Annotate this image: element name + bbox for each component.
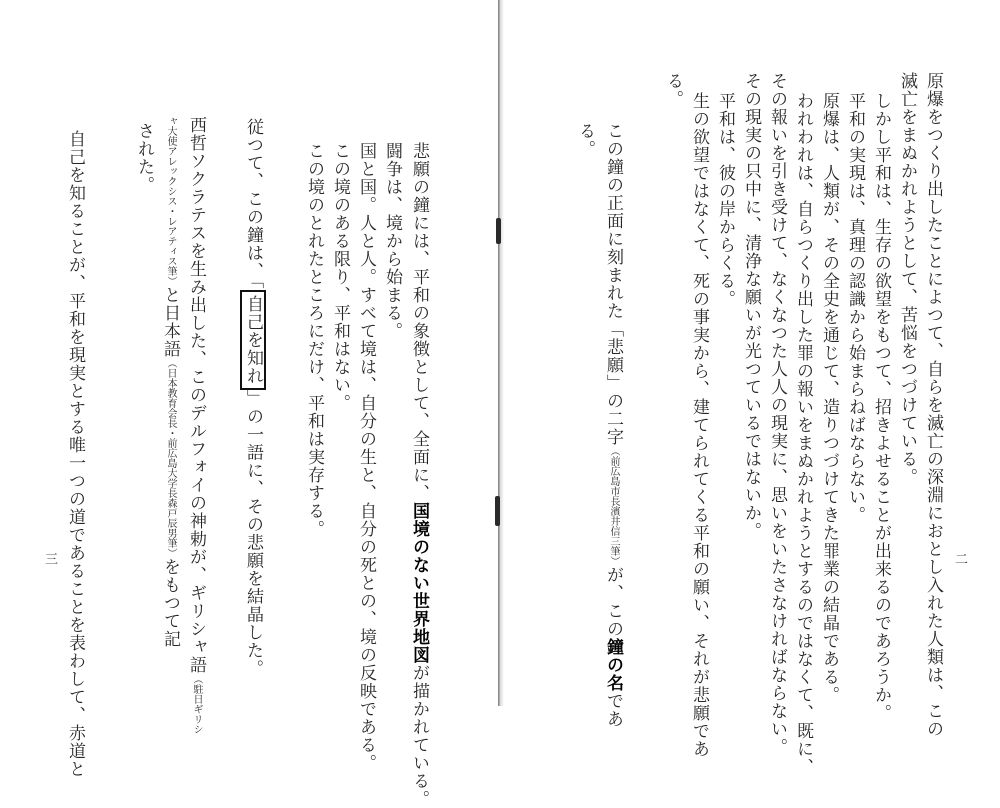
left-col-5: この境のとれたところにだけ、平和は実存する。 <box>304 142 324 538</box>
left-col-7: 西哲ソクラテスを生み出した、このデルフォイの神勅が、ギリシャ語（駐日ギリシ <box>186 116 206 734</box>
left-col-8: ャ大使アレックシス・レアティス筆）と日本語（日本教育会長・前広島大学長森戸辰男筆）をもつて記 <box>160 116 180 648</box>
right-col-12: この鐘の正面に刻まれた「悲願」の二字（前広島市長濱井信三筆）が、この鐘の名であ <box>603 122 623 728</box>
right-col-8: その現実の只中に、清浄な願いが光つているではないか。 <box>741 72 761 540</box>
right-col-5: 原爆は、人類が、その全史を通じて、造りつづけてきた罪業の結晶である。 <box>819 92 839 704</box>
left-page <box>0 0 498 808</box>
right-col-3: しかし平和は、生存の欲望をもつて、招きよせることが出来るのであろうか。 <box>871 92 891 722</box>
left-col-10: 自己を知ることが、平和を現実とする唯一つの道であることを表わして、赤道と <box>65 130 85 778</box>
binding-stitch-bottom <box>495 496 500 526</box>
right-col-7: その報いを引き受けて、なくなつた人人の現実に、思いをいたさなければならない。 <box>767 72 787 756</box>
right-col-1: 原爆をつくり出したことによつて、自らを滅亡の深淵におとし入れた人類は、この <box>923 72 943 738</box>
left-col-4: この境のある限り、平和はない。 <box>330 142 350 412</box>
left-col-6: 従つて、この鐘は、「自己を知れ」の一語に、その悲願を結晶した。 <box>244 118 261 678</box>
right-col-2: 滅亡をまぬかれようとして、苦悩をつづけている。 <box>897 72 917 486</box>
right-col-9: 平和は、彼の岸からくる。 <box>715 92 735 308</box>
left-col-9: された。 <box>134 122 154 194</box>
left-col-2: 闘争は、境から始まる。 <box>382 142 402 340</box>
bold-phrase-bell-name: 鐘の名 <box>603 638 623 692</box>
right-col-6: われわれは、自らつくり出した罪の報いをまぬかれようとするのではなくて、既に、 <box>793 92 813 776</box>
right-page <box>504 0 1000 776</box>
left-col-1: 悲願の鐘には、平和の象徴として、全面に、国境のない世界地図が描かれている。 <box>409 142 429 808</box>
page-number-right: 二 <box>952 552 967 565</box>
boxed-phrase-know-thyself: 自己を知れ <box>240 290 266 390</box>
right-col-13: る。 <box>575 122 595 158</box>
right-col-10: 生の欲望ではなくて、死の事実から、建てられてくる平和の願い、それが悲願であ <box>689 92 709 758</box>
right-col-4: 平和の実現は、真理の認識から始まらねばならない。 <box>845 92 865 524</box>
bold-phrase-world-map: 国境のない世界地図 <box>409 502 429 664</box>
left-col-3: 国と国。人と人。すべて境は、自分の生と、自分の死との、境の反映である。 <box>356 142 376 772</box>
page-number-left: 三 <box>42 552 57 565</box>
binding-stitch-top <box>496 218 501 244</box>
right-col-11: る。 <box>663 72 683 108</box>
